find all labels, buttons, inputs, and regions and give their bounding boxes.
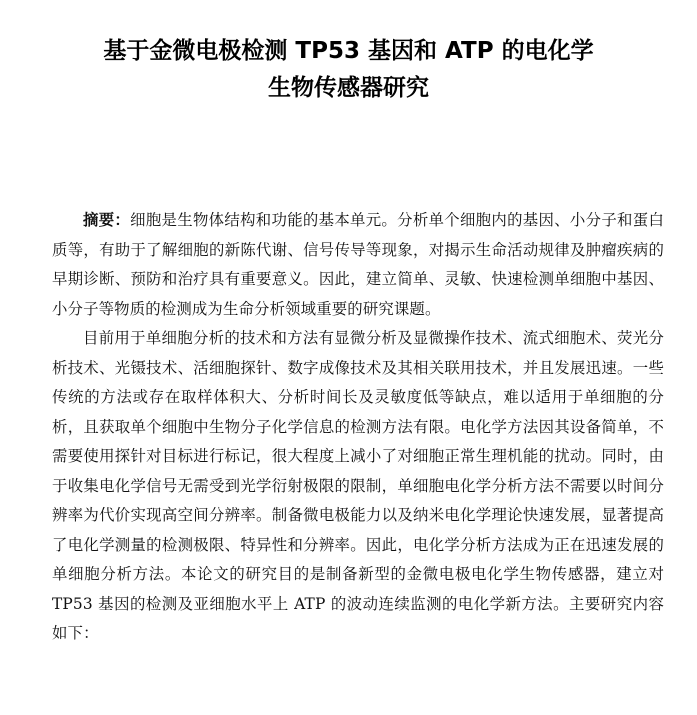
abstract-paragraph — [52, 206, 664, 324]
body-paragraph-2: 目前用于单细胞分析的技术和方法有显微分析及显微操作技术、流式细胞术、荧光分析技术、光镊技术、活细胞探针、数字成像技术及其相关联用技术，并且发展迅速。一些传统的方法或存在取样体积大、分析时间长及灵敏度低等缺点，难以适用于单细胞的分析，且获取单个细胞中生物分子化学信息的检测方法有限。电化学方法因其设备简单，不需要使用探针对目标进行标记，很大程度上减小了对细胞正常生理机能的扰动。同时，由于收集电化学信号无需受到光学衍射极限的限制，单细胞电化学分析方法不需要以时间分辨率为代价实现高空间分辨率。制备微电极能力以及纳米电化学理论快速发展，显著提高了电化学测量的检测极限、特异性和分辨率。因此，电化学分析方法成为正在迅速发展的单细胞分析方法。本论文的研究目的是制备新型的金微电极电化学生物传感器，建立对 TP53 基因的检测及亚细胞水平上 ATP 的波动连续监测的电化学新方法。主要研究内容如下： — [52, 329, 664, 642]
paper-body — [52, 206, 664, 649]
paper-title-line-2: 生物传感器研究 — [268, 75, 429, 101]
paper-title-line-1: 基于金微电极检测 TP53 基因和 ATP 的电化学 — [103, 38, 594, 64]
abstract-text: 细胞是生物体结构和功能的基本单元。分析单个细胞内的基因、小分子和蛋白质等，有助于了解细胞的新陈代谢、信号传导等现象，对揭示生命活动规律及肿瘤疾病的早期诊断、预防和治疗具有重要意义。因此，建立简单、灵敏、快速检测单细胞中基因、小分子等物质的检测成为生命分析领域重要的研究课题。 — [52, 211, 664, 318]
abstract-label: 摘要： — [83, 211, 131, 229]
